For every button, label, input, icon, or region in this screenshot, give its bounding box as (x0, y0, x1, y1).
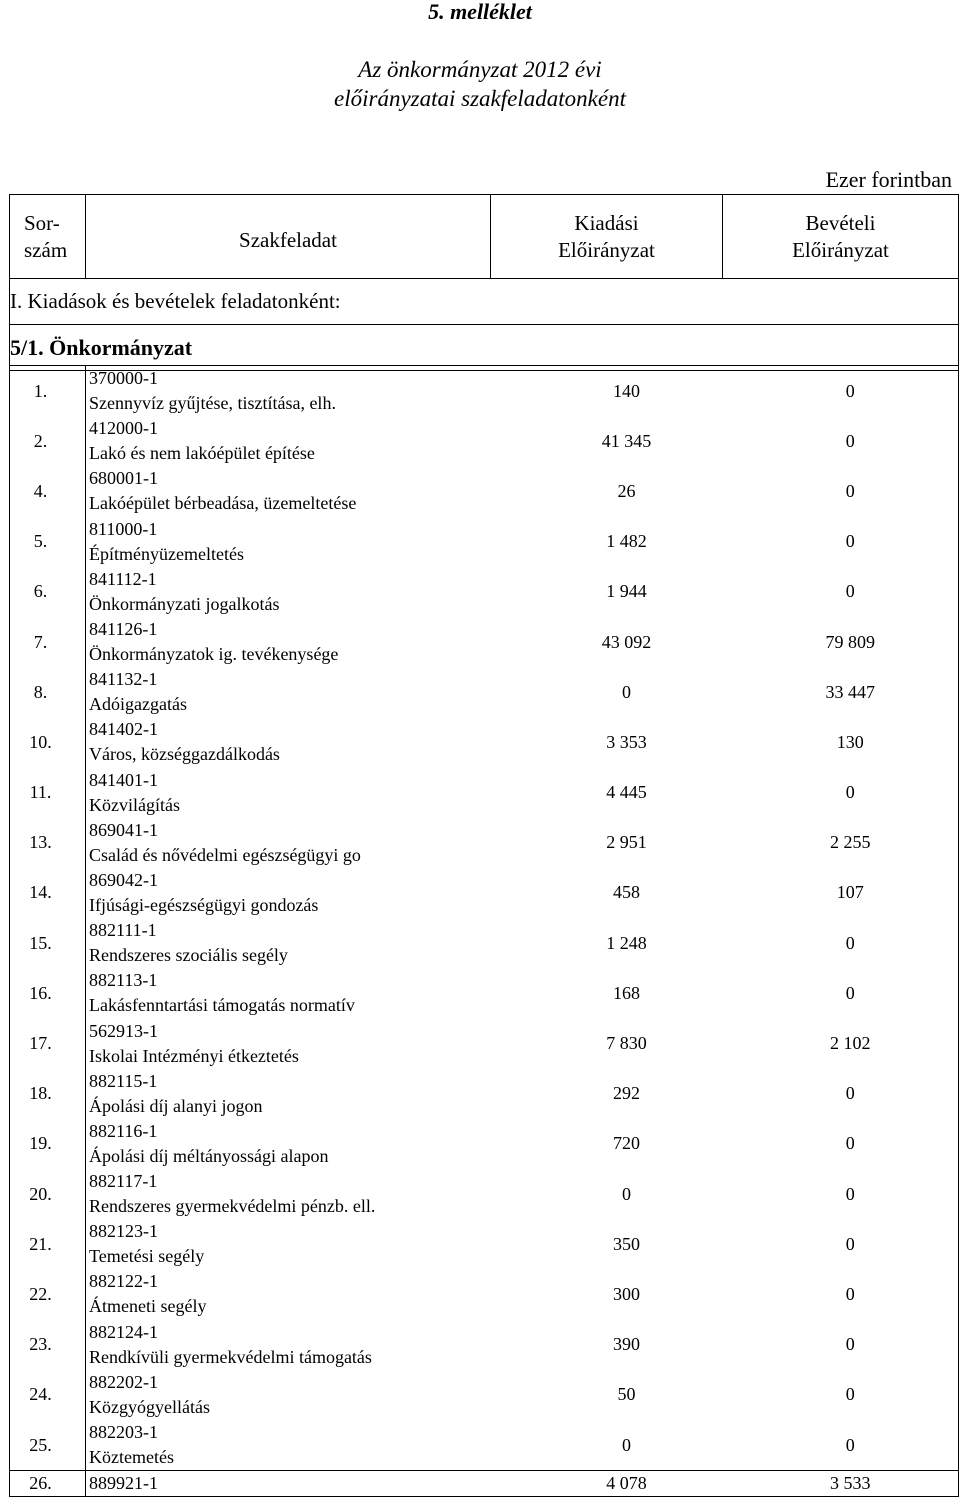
row-name: Ápolási díj alanyi jogon (89, 1095, 263, 1116)
row-kiadas: 300 (613, 1283, 640, 1304)
row-number: 20. (10, 1169, 86, 1219)
header-beveteli: Bevételi Előirányzat (723, 195, 959, 279)
row-bevetel: 33 447 (723, 667, 959, 717)
row-kiadas: 1 482 (606, 531, 647, 552)
row-code: 882123-1 (89, 1221, 158, 1242)
row-number: 2. (10, 416, 86, 466)
row-code: 882113-1 (89, 970, 158, 991)
row-code: 869041-1 (89, 819, 158, 840)
row-code: 869042-1 (89, 869, 158, 890)
header-table (9, 194, 959, 371)
row-bevetel: 0 (723, 416, 959, 466)
row-bevetel: 0 (723, 1269, 959, 1319)
row-name: Ifjúsági-egészségügyi gondozás (89, 894, 319, 915)
row-number: 1. (10, 366, 86, 417)
table-row (10, 1119, 959, 1169)
row-kiadas: 26 (617, 480, 636, 501)
row-number: 22. (10, 1269, 86, 1319)
row-name: Önkormányzatok ig. tevékenysége (89, 644, 339, 665)
row-description (86, 567, 491, 617)
row-bevetel: 0 (723, 466, 959, 516)
row-description (86, 466, 491, 516)
row-number: 16. (10, 968, 86, 1018)
row-kiadas: 140 (491, 366, 723, 417)
row-name: Család és nővédelmi egészségügyi go (89, 844, 361, 865)
row-kiadas: 2 951 (606, 832, 647, 853)
row-code: 882117-1 (89, 1171, 158, 1192)
row-code: 841126-1 (89, 619, 158, 640)
section-row (10, 279, 959, 325)
row-code: 841401-1 (89, 769, 158, 790)
row-bevetel: 0 (723, 1069, 959, 1119)
row-kiadas: 3 353 (606, 731, 647, 752)
table-row-last (10, 1471, 959, 1497)
row-code: 882122-1 (89, 1271, 158, 1292)
row-description (86, 667, 491, 717)
data-table (9, 365, 959, 1497)
row-bevetel: 0 (723, 968, 959, 1018)
row-description (86, 818, 491, 868)
row-name: Rendszeres szociális segély (89, 945, 288, 966)
row-description: 889921-1 (86, 1471, 491, 1497)
row-code: 841402-1 (89, 719, 158, 740)
row-kiadas: 7 830 (606, 1033, 647, 1054)
row-number: 10. (10, 717, 86, 767)
row-name: Lakó és nem lakóépület építése (89, 443, 315, 464)
row-code: 841132-1 (89, 669, 158, 690)
row-description (86, 1018, 491, 1068)
row-code: 882115-1 (89, 1070, 158, 1091)
row-description (86, 617, 491, 667)
row-code: 412000-1 (89, 418, 158, 439)
row-number: 13. (10, 818, 86, 868)
row-bevetel: 107 (723, 868, 959, 918)
row-bevetel: 79 809 (723, 617, 959, 667)
row-description (86, 918, 491, 968)
table-row (10, 818, 959, 868)
row-code: 882124-1 (89, 1321, 158, 1342)
table-row (10, 1320, 959, 1370)
row-number: 25. (10, 1420, 86, 1471)
row-bevetel: 0 (723, 1119, 959, 1169)
row-description (86, 717, 491, 767)
table-row (10, 416, 959, 466)
header-szakfeladat: Szakfeladat (86, 195, 491, 279)
table-row (10, 1169, 959, 1219)
table-row (10, 768, 959, 818)
row-kiadas: 350 (613, 1233, 640, 1254)
section-title: I. Kiadások és bevételek feladatonként: (10, 279, 959, 325)
row-kiadas: 0 (622, 1183, 631, 1204)
row-code: 811000-1 (89, 518, 158, 539)
row-name: Önkormányzati jogalkotás (89, 593, 280, 614)
row-kiadas: 168 (613, 982, 640, 1003)
row-kiadas: 458 (613, 882, 640, 903)
row-kiadas: 0 (622, 681, 631, 702)
row-bevetel: 0 (723, 1219, 959, 1269)
row-kiadas: 0 (622, 1434, 631, 1455)
row-number: 6. (10, 567, 86, 617)
row-description (86, 1219, 491, 1269)
row-kiadas: 43 092 (601, 631, 652, 652)
row-description (86, 968, 491, 1018)
page-title (0, 55, 960, 113)
header-row (10, 195, 959, 279)
row-name: Átmeneti segély (89, 1296, 207, 1317)
row-number: 4. (10, 466, 86, 516)
header-sorszam: Sor- szám (10, 195, 86, 279)
row-number: 8. (10, 667, 86, 717)
row-name: Adóigazgatás (89, 694, 187, 715)
header-kiadasi: Kiadási Előirányzat (491, 195, 723, 279)
subsection-row (10, 325, 959, 371)
row-kiadas: 50 (617, 1384, 636, 1405)
row-bevetel: 0 (723, 567, 959, 617)
row-description (86, 1370, 491, 1420)
row-bevetel: 0 (723, 366, 959, 417)
row-bevetel: 0 (723, 1420, 959, 1471)
row-description (86, 768, 491, 818)
row-name: Rendkívüli gyermekvédelmi támogatás (89, 1346, 372, 1367)
table-row (10, 667, 959, 717)
row-name: Szennyvíz gyűjtése, tisztítása, elh. (89, 393, 336, 414)
row-description (86, 366, 491, 417)
row-number: 19. (10, 1119, 86, 1169)
row-kiadas: 41 345 (601, 430, 652, 451)
row-code: 882202-1 (89, 1371, 158, 1392)
row-bevetel: 2 255 (723, 818, 959, 868)
row-code: 882116-1 (89, 1120, 158, 1141)
subsection-title: 5/1. Önkormányzat (10, 325, 959, 371)
row-code: 562913-1 (89, 1020, 158, 1041)
row-description (86, 517, 491, 567)
table-row (10, 1219, 959, 1269)
row-bevetel: 0 (723, 1320, 959, 1370)
row-name: Építményüzemeltetés (89, 543, 244, 564)
table-row (10, 517, 959, 567)
annex-label: 5. melléklet (428, 0, 532, 24)
row-name: Közvilágítás (89, 794, 180, 815)
row-name: Temetési segély (89, 1246, 205, 1267)
row-description (86, 1119, 491, 1169)
row-bevetel: 0 (723, 768, 959, 818)
table-row (10, 1370, 959, 1420)
row-description (86, 1169, 491, 1219)
table-row (10, 717, 959, 767)
row-description (86, 416, 491, 466)
row-number: 24. (10, 1370, 86, 1420)
table-row (10, 868, 959, 918)
table-row (10, 567, 959, 617)
row-bevetel: 0 (723, 517, 959, 567)
table-row (10, 366, 959, 417)
table-row (10, 617, 959, 667)
row-name: Város, községgazdálkodás (89, 744, 280, 765)
row-code: 841112-1 (89, 568, 157, 589)
row-code: 370000-1 (89, 368, 158, 389)
data-body (10, 366, 959, 1497)
row-bevetel: 0 (723, 1169, 959, 1219)
table-row (10, 1420, 959, 1471)
row-bevetel: 3 533 (723, 1471, 959, 1497)
row-bevetel: 130 (723, 717, 959, 767)
row-name: Rendszeres gyermekvédelmi pénzb. ell. (89, 1196, 376, 1217)
row-number: 17. (10, 1018, 86, 1068)
row-number: 15. (10, 918, 86, 968)
row-number: 21. (10, 1219, 86, 1269)
row-bevetel: 0 (723, 1370, 959, 1420)
table-row (10, 1018, 959, 1068)
row-kiadas: 4 078 (491, 1471, 723, 1497)
row-number: 23. (10, 1320, 86, 1370)
row-kiadas: 292 (613, 1083, 640, 1104)
row-kiadas: 1 944 (606, 581, 647, 602)
row-name: Közgyógyellátás (89, 1396, 210, 1417)
title-line-2: előirányzatai szakfeladatonként (334, 86, 626, 111)
row-number: 26. (10, 1471, 86, 1497)
row-name: Lakóépület bérbeadása, üzemeltetése (89, 493, 357, 514)
table-row (10, 968, 959, 1018)
row-number: 5. (10, 517, 86, 567)
unit-label: Ezer forintban (825, 167, 952, 192)
row-number: 18. (10, 1069, 86, 1119)
row-number: 14. (10, 868, 86, 918)
row-description (86, 1069, 491, 1119)
row-code: 882203-1 (89, 1422, 158, 1443)
row-name: Iskolai Intézményi étkeztetés (89, 1045, 299, 1066)
row-description (86, 1320, 491, 1370)
row-kiadas: 4 445 (606, 782, 647, 803)
row-description (86, 868, 491, 918)
row-kiadas: 1 248 (606, 932, 647, 953)
row-name: Köztemetés (89, 1447, 174, 1468)
table-row (10, 1269, 959, 1319)
row-kiadas: 390 (613, 1334, 640, 1355)
row-number: 7. (10, 617, 86, 667)
row-description (86, 1420, 491, 1471)
row-bevetel: 0 (723, 918, 959, 968)
row-number: 11. (10, 768, 86, 818)
table-row (10, 466, 959, 516)
row-kiadas: 720 (613, 1133, 640, 1154)
row-name: Ápolási díj méltányossági alapon (89, 1145, 329, 1166)
row-bevetel: 2 102 (723, 1018, 959, 1068)
row-code: 882111-1 (89, 920, 157, 941)
table-row (10, 1069, 959, 1119)
table-row (10, 918, 959, 968)
row-name: Lakásfenntartási támogatás normatív (89, 995, 355, 1016)
title-line-1: Az önkormányzat 2012 évi (358, 57, 602, 82)
row-code: 680001-1 (89, 468, 158, 489)
row-description (86, 1269, 491, 1319)
